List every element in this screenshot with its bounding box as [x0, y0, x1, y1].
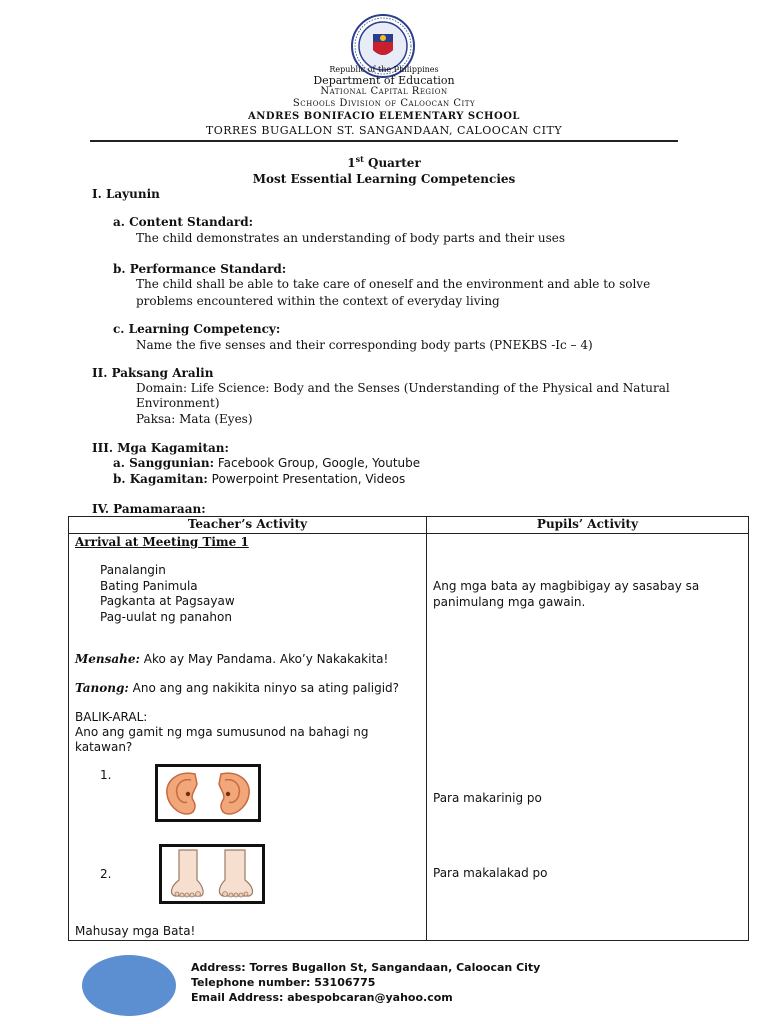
region-line: National Capital Region [320, 86, 448, 97]
domain-text-2: Environment) [136, 396, 220, 410]
department-line: Department of Education [313, 74, 455, 87]
tanong-text: Ano ang ang nakikita ninyo sa ating paligid? [128, 681, 400, 695]
pupil-response-1b: panimulang mga gawain. [433, 595, 586, 609]
mensahe-label: Mensahe: [75, 652, 140, 666]
routine-item: Pag-uulat ng panahon [100, 609, 232, 624]
teacher-activity-cell [69, 534, 427, 941]
footer-address: Address: Torres Bugallon St, Sangandaan, Caloocan City [191, 961, 541, 974]
kagamitan-label: b. Kagamitan: [113, 472, 208, 486]
content-standard-label: a. Content Standard: [113, 215, 254, 229]
content-standard-text: The child demonstrates an understanding of body parts and their uses [136, 231, 566, 245]
pupil-response-1a: Ang mga bata ay magbibigay ay sasabay sa [433, 579, 700, 593]
item-number-2: 2. [100, 867, 112, 881]
section-pamamaraan-heading: IV. Pamamaraan: [92, 502, 206, 516]
school-name: ANDRES BONIFACIO ELEMENTARY SCHOOL [248, 111, 520, 122]
footer-email: Email Address: abespobcaran@yahoo.com [191, 991, 453, 1004]
document-subtitle: Most Essential Learning Competencies [252, 172, 516, 186]
section-layunin-heading: I. Layunin [92, 187, 160, 201]
teacher-activity-header: Teacher’s Activity [69, 517, 427, 534]
mensahe-line [75, 652, 388, 666]
section-paksang-aralin-heading: II. Paksang Aralin [92, 366, 214, 380]
quarter-title: 1st Quarter [347, 154, 421, 170]
performance-standard-text-1: The child shall be able to take care of oneself and the environment and able to solve [136, 277, 651, 291]
section-kagamitan-heading: III. Mga Kagamitan: [92, 441, 229, 455]
footer-logo-oval [82, 955, 176, 1016]
kagamitan-line [113, 472, 405, 486]
pupils-activity-cell [427, 534, 749, 941]
routine-item: Bating Panimula [100, 578, 198, 593]
domain-text-1: Domain: Life Science: Body and the Senses (Understanding of the Physical and Natural [136, 381, 670, 395]
tanong-line [75, 681, 399, 695]
pupil-response-3: Para makalakad po [433, 866, 548, 880]
learning-competency-text: Name the five senses and their corresponding body parts (PNEKBS -Ic – 4) [136, 338, 593, 352]
learning-competency-label: c. Learning Competency: [113, 322, 281, 336]
pupils-activity-header: Pupils’ Activity [427, 517, 749, 534]
performance-standard-label: b. Performance Standard: [113, 262, 287, 276]
sanggunian-text: Facebook Group, Google, Youtube [214, 456, 421, 470]
sanggunian-label: a. Sanggunian: [113, 456, 215, 470]
ears-image [155, 764, 261, 822]
republic-line: Republic of the Philippines [329, 65, 439, 74]
header-divider [90, 140, 678, 142]
paksa-text: Paksa: Mata (Eyes) [136, 412, 253, 426]
activity-table [68, 516, 749, 941]
feet-image [159, 844, 265, 904]
division-line: Schools Division of Caloocan City [292, 98, 476, 109]
item-number-1: 1. [100, 768, 112, 782]
routine-item: Pagkanta at Pagsayaw [100, 594, 235, 608]
closing-remark: Mahusay mga Bata! [75, 924, 196, 938]
mensahe-text: Ako ay May Pandama. Ako’y Nakakakita! [139, 652, 389, 666]
performance-standard-text-2: problems encountered within the context of everyday living [136, 294, 500, 308]
arrival-heading: Arrival at Meeting Time 1 [75, 535, 249, 549]
footer-telephone: Telephone number: 53106775 [191, 976, 376, 989]
review-question-1: Ano ang gamit ng mga sumusunod na bahagi ng [75, 725, 369, 739]
kagamitan-text: Powerpoint Presentation, Videos [207, 472, 406, 486]
school-address: TORRES BUGALLON ST. SANGANDAAN, CALOOCAN CITY [205, 124, 563, 137]
review-question-2: katawan? [75, 740, 133, 754]
tanong-label: Tanong: [75, 681, 129, 695]
sanggunian-line [113, 456, 420, 470]
balik-aral-label: BALIK-ARAL: [75, 710, 148, 724]
routine-list [100, 563, 235, 625]
routine-item: Panalangin [100, 563, 166, 577]
pupil-response-2: Para makarinig po [433, 791, 542, 805]
